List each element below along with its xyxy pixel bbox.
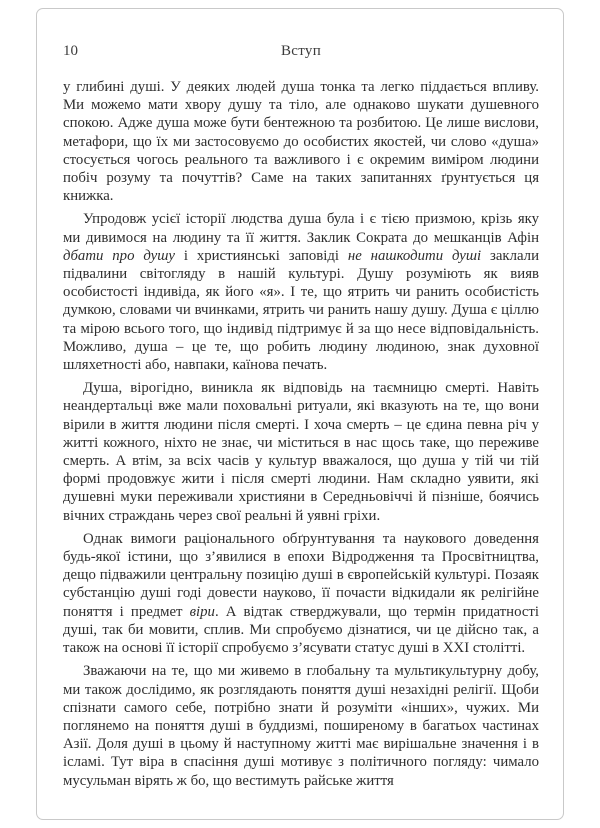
paragraph: [63, 530, 539, 657]
paragraph: [63, 210, 539, 374]
paragraph: [63, 78, 539, 205]
text-run: Однак вимоги раціонального обґрунтування та наукового доведення будь-якої істини, що з’явилися в епохи Відродження та Просвітництва, дещо підважили центральну позицію душі в європейській культурі. Позаяк субстанцію душі годі довести науково, її почасти відкидали як релігійне поняття і предмет: [63, 530, 539, 620]
paragraph: [63, 662, 539, 789]
text-run: Душа, вірогідно, виникла як відповідь на таємницю смерті. Навіть неандертальці вже мали поховальні ритуали, які вказують на те, що вони вірили в життя людини після смерті. І хоча смерть – це єдина певна річ у житті кожного, ніхто не знає, чи міститься в нас щось таке, що переживе смерть. А втім, за всіх часів у культур вважалося, що душа у тій чи тій формі продовжує жити і після смерті людини. Нам складно уявити, які душевні муки переживали християни в Середньовіччі й пізніше, боячись вічних страждань через свої реальні й уявні гріхи.: [63, 380, 539, 524]
chapter-header-title: Вступ: [280, 43, 322, 59]
text-run: . А відтак стверджували, що термін придатності душі, так би мовити, сплив. Ми спробуємо дізнатися, чи це дійсно так, а також на основі її історії спробуємо з’ясувати статус душі в XXI столітті.: [63, 603, 539, 657]
book-page: [36, 8, 564, 820]
italic-text-run: не нашкодити душі: [347, 247, 482, 264]
text-run: Упродовж усієї історії людства душа була і є тією призмою, крізь яку ми дивимося на людину та її життя. Заклик Сократа до мешканців Афін: [63, 211, 539, 246]
page-header: [63, 43, 539, 62]
page-number: 10: [63, 43, 78, 59]
text-run: заклали підвалини світогляду в нашій культурі. Душу розуміють як вияв особистості індивіда, як його «я». І те, що ятрить чи ранить особистість думкою, словами чи вчинками, ятрить чи ранить нашу душу. Душа є ціллю та мірою всього того, що індивід підтримує й за що несе відповідальність. Можливо, душа – це те, що робить людину людиною, знак духовної шляхетності або, навпаки, каїнова печать.: [63, 247, 539, 374]
italic-text-run: дбати про душу: [63, 247, 175, 264]
italic-text-run: віри: [189, 603, 215, 620]
text-run: у глибині душі. У деяких людей душа тонка та легко піддається впливу. Ми можемо мати хвору душу та тіло, але однаково шукати душевного спокою. Адже душа може бути бентежною та розбитою. Це лише вислови, метафори, що їх ми застосовуємо до особистих якостей, чи слово «душа» стосується чогось реального та важливого і є окремим виміром людини побіч розуму та почуттів? Саме на таких запитаннях ґрунтується ця книжка.: [63, 79, 539, 205]
paragraph: [63, 379, 539, 525]
page-body: [63, 78, 539, 790]
text-run: Зважаючи на те, що ми живемо в глобальну та мультикультурну добу, ми також дослідимо, як розглядають поняття душі незахідні релігії. Щоби спізнати самого себе, потрібно знати й розуміти «інших», чужих. Ми поглянемо на поняття душі в буддизмі, поширеному в багатьох частинах Азії. Доля душі в цьому й наступному житті має вирішальне значення і в ісламі. Тут віра в спасіння душі мотивує з політичного погляду: чимало мусульман вірять ж бо, що вестимуть райське життя: [63, 663, 539, 789]
text-run: і християнські заповіді: [174, 247, 348, 264]
